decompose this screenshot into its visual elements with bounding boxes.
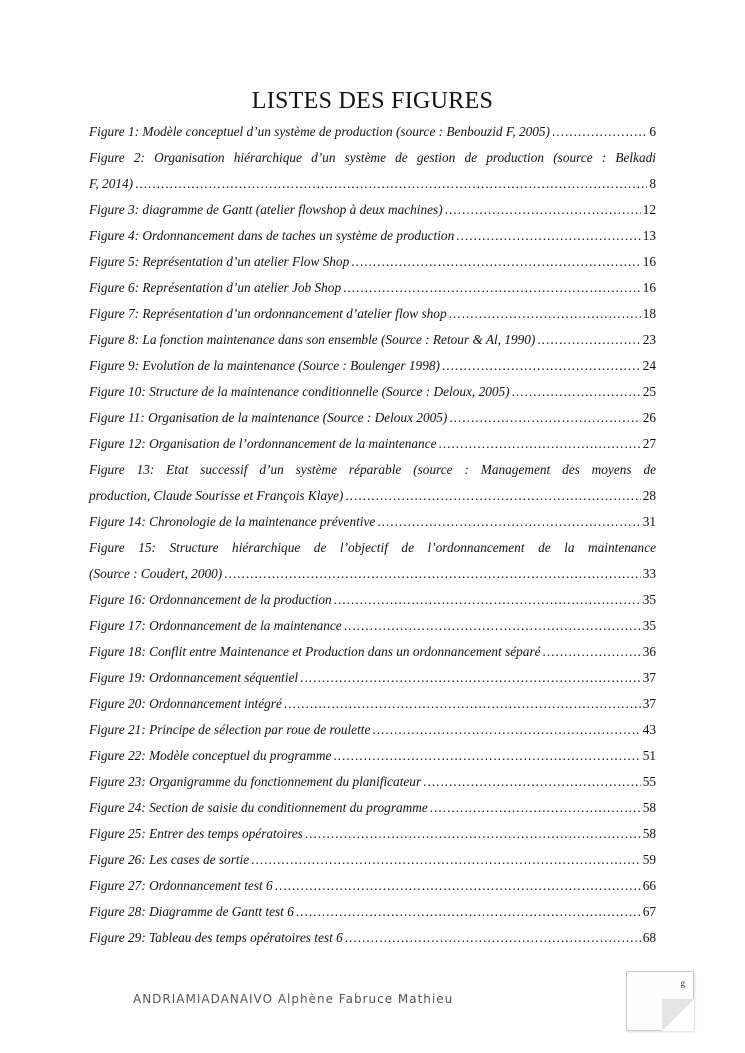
dot-leader (224, 561, 641, 587)
entry-page: 6 (649, 124, 656, 139)
dot-leader (377, 509, 640, 535)
list-item[interactable] (89, 873, 656, 899)
entry-page: 23 (642, 332, 656, 347)
entry-title: Figure 14: Chronologie de la maintenance préventive (89, 514, 376, 529)
list-item[interactable] (89, 769, 656, 795)
list-item[interactable] (89, 899, 656, 925)
list-item[interactable] (89, 613, 656, 639)
list-item[interactable] (89, 639, 656, 665)
list-item[interactable] (89, 457, 656, 509)
list-item[interactable] (89, 795, 656, 821)
entry-title: Figure 6: Représentation d’un atelier Job Shop (89, 280, 342, 295)
entry-page: 35 (642, 592, 656, 607)
dot-leader (449, 301, 641, 327)
entry-page: 66 (642, 878, 656, 893)
entry-title: Figure 10: Structure de la maintenance conditionnelle (Source : Deloux, 2005) (89, 384, 510, 399)
dot-leader (343, 275, 641, 301)
list-item[interactable] (89, 587, 656, 613)
list-item[interactable] (89, 197, 656, 223)
dot-leader (456, 223, 640, 249)
list-item[interactable] (89, 145, 656, 197)
dot-leader (251, 847, 641, 873)
dot-leader (423, 769, 641, 795)
entry-title: Figure 17: Ordonnancement de la maintenance (89, 618, 342, 633)
entry-page: 36 (642, 644, 656, 659)
entry-title: Figure 27: Ordonnancement test 6 (89, 878, 273, 893)
dot-leader (439, 431, 641, 457)
entry-title: F, 2014) (89, 176, 134, 191)
entry-title: Figure 28: Diagramme de Gantt test 6 (89, 904, 294, 919)
dot-leader (345, 925, 641, 951)
list-item[interactable] (89, 327, 656, 353)
entry-title: Figure 11: Organisation de la maintenance (Source : Deloux 2005) (89, 410, 448, 425)
entry-title: Figure 23: Organigramme du fonctionnement du planificateur (89, 774, 422, 789)
entry-title: Figure 26: Les cases de sortie (89, 852, 250, 867)
entry-title: Figure 24: Section de saisie du conditionnement du programme (89, 800, 428, 815)
dot-leader (333, 743, 640, 769)
dot-leader (449, 405, 640, 431)
list-item[interactable] (89, 119, 656, 145)
dot-leader (300, 665, 641, 691)
entry-page: 55 (642, 774, 656, 789)
entry-page: 26 (642, 410, 656, 425)
entry-title: Figure 29: Tableau des temps opératoires test 6 (89, 930, 343, 945)
entry-page: 51 (642, 748, 656, 763)
entry-page: 58 (642, 826, 656, 841)
entry-page: 35 (642, 618, 656, 633)
entry-page: 58 (642, 800, 656, 815)
dot-leader (305, 821, 641, 847)
list-item[interactable] (89, 821, 656, 847)
entry-title: Figure 16: Ordonnancement de la production (89, 592, 332, 607)
list-item[interactable] (89, 379, 656, 405)
entry-page: 43 (642, 722, 656, 737)
entry-title: Figure 22: Modèle conceptuel du programme (89, 748, 332, 763)
list-item[interactable] (89, 925, 656, 951)
page-number: g (680, 978, 685, 988)
entry-title: Figure 20: Ordonnancement intégré (89, 696, 282, 711)
page-number-box (626, 971, 694, 1031)
list-item[interactable] (89, 691, 656, 717)
entry-title: Figure 8: La fonction maintenance dans son ensemble (Source : Retour & Al, 1990) (89, 332, 536, 347)
entry-page: 33 (642, 566, 656, 581)
dot-leader (135, 171, 647, 197)
entry-title: Figure 19: Ordonnancement séquentiel (89, 670, 299, 685)
entry-page: 13 (642, 228, 656, 243)
dot-leader (345, 483, 640, 509)
figure-list (89, 119, 656, 951)
dot-leader (351, 249, 640, 275)
dot-leader (430, 795, 641, 821)
entry-title: Figure 1: Modèle conceptuel d’un système de production (source : Benbouzid F, 2005) (89, 124, 550, 139)
dot-leader (537, 327, 640, 353)
list-item[interactable] (89, 743, 656, 769)
entry-title: (Source : Coudert, 2000) (89, 566, 223, 581)
entry-page: 67 (642, 904, 656, 919)
dot-leader (344, 613, 641, 639)
entry-title: Figure 3: diagramme de Gantt (atelier flowshop à deux machines) (89, 202, 443, 217)
dot-leader (275, 873, 641, 899)
dot-leader (552, 119, 647, 145)
dot-leader (284, 691, 641, 717)
dot-leader (296, 899, 641, 925)
entry-page: 24 (642, 358, 656, 373)
entry-title-line1: Figure 13: Etat successif d’un système réparable (source : Management des moyens de (89, 462, 656, 477)
footer-author: ANDRIAMIADANAIVO Alphène Fabruce Mathieu (133, 992, 454, 1006)
list-item[interactable] (89, 405, 656, 431)
list-item[interactable] (89, 509, 656, 535)
page-title: LISTES DES FIGURES (251, 88, 494, 114)
entry-page: 16 (642, 254, 656, 269)
list-item[interactable] (89, 431, 656, 457)
entry-title: Figure 4: Ordonnancement dans de taches un système de production (89, 228, 455, 243)
entry-title: Figure 21: Principe de sélection par roue de roulette (89, 722, 371, 737)
dot-leader (334, 587, 641, 613)
dot-leader (442, 353, 641, 379)
dot-leader (445, 197, 641, 223)
list-item[interactable] (89, 353, 656, 379)
entry-page: 27 (642, 436, 656, 451)
dot-leader (512, 379, 641, 405)
entry-page: 25 (642, 384, 656, 399)
list-item[interactable] (89, 223, 656, 249)
entry-page: 59 (642, 852, 656, 867)
list-item[interactable] (89, 301, 656, 327)
entry-title: Figure 12: Organisation de l’ordonnancement de la maintenance (89, 436, 437, 451)
entry-page: 16 (642, 280, 656, 295)
entry-title: production, Claude Sourisse et François Klaye) (89, 488, 344, 503)
page-curl-icon (662, 999, 694, 1031)
entry-title: Figure 18: Conflit entre Maintenance et Production dans un ordonnancement séparé (89, 644, 541, 659)
entry-page: 37 (642, 696, 656, 711)
entry-title-line1: Figure 15: Structure hiérarchique de l’objectif de l’ordonnancement de la maintenance (89, 540, 656, 555)
list-item[interactable] (89, 249, 656, 275)
list-item[interactable] (89, 717, 656, 743)
list-item[interactable] (89, 847, 656, 873)
entry-page: 12 (642, 202, 656, 217)
entry-title: Figure 25: Entrer des temps opératoires (89, 826, 303, 841)
list-item[interactable] (89, 535, 656, 587)
entry-page: 37 (642, 670, 656, 685)
entry-title: Figure 7: Représentation d’un ordonnancement d’atelier flow shop (89, 306, 447, 321)
entry-page: 31 (642, 514, 656, 529)
entry-page: 18 (642, 306, 656, 321)
entry-title-line1: Figure 2: Organisation hiérarchique d’un système de gestion de production (source : Belkadi (89, 150, 656, 165)
entry-title: Figure 9: Evolution de la maintenance (Source : Boulenger 1998) (89, 358, 440, 373)
dot-leader (543, 639, 641, 665)
entry-page: 28 (642, 488, 656, 503)
entry-page: 68 (642, 930, 656, 945)
list-item[interactable] (89, 665, 656, 691)
entry-title: Figure 5: Représentation d’un atelier Flow Shop (89, 254, 350, 269)
list-item[interactable] (89, 275, 656, 301)
entry-page: 8 (649, 176, 656, 191)
dot-leader (372, 717, 640, 743)
